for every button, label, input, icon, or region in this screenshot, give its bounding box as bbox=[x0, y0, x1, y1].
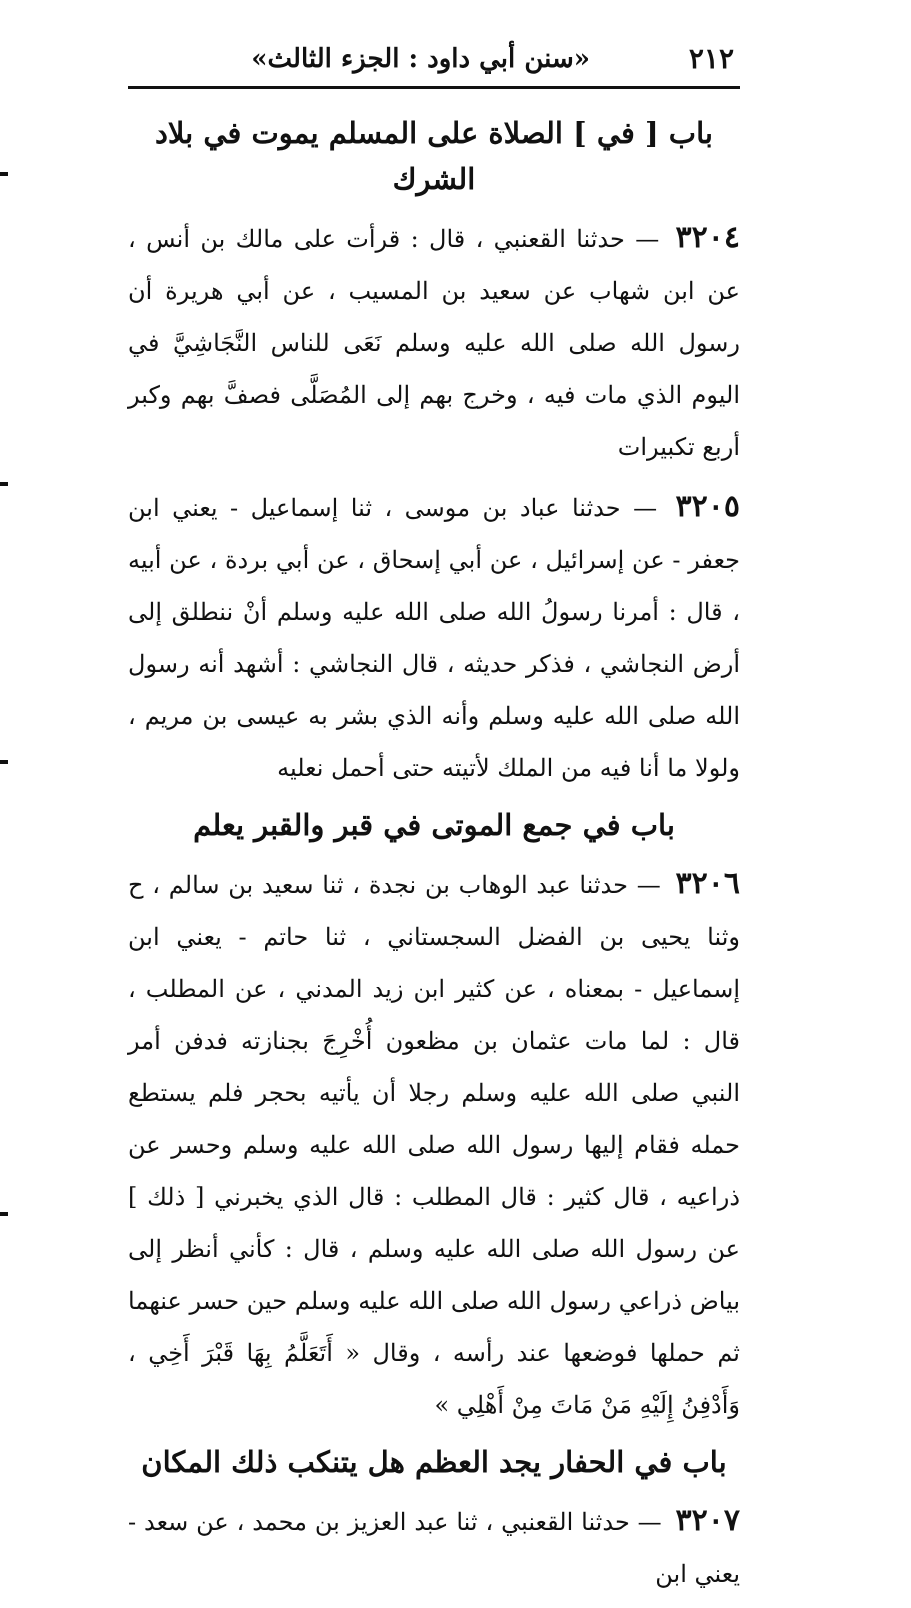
chapter-heading: باب [ في ] الصلاة على المسلم يموت في بلاد الشرك bbox=[154, 116, 714, 196]
page-number: ٢١٢ bbox=[688, 42, 734, 75]
hadith-paragraph bbox=[128, 1495, 740, 1600]
hadith-paragraph bbox=[128, 858, 740, 1431]
header-rule bbox=[128, 86, 740, 89]
scan-edge-mark bbox=[0, 172, 8, 176]
running-title: «سنن أبي داود : الجزء الثالث» bbox=[251, 44, 590, 74]
hadith-number: ٣٢٠٧ bbox=[675, 1503, 740, 1538]
hadith-number: ٣٢٠٦ bbox=[675, 866, 740, 901]
hadith-text: — حدثنا عبد الوهاب بن نجدة ، ثنا سعيد بن سالم ، ح وثنا يحيى بن الفضل السجستاني ، ثنا حاتم - يعني ابن إسماعيل - بمعناه ، عن كثير ابن زيد المدني ، عن المطلب ، قال : لما مات عثمان بن مظعون أُخْرِجَ بجنازته فدفن أمر النبي صلى الله عليه وسلم رجلا أن يأتيه بحجر فلم يستطع حمله فقام إليها رسول الله صلى الله عليه وسلم وحسر عن ذراعيه ، قال كثير : قال المطلب : قال الذي يخبرني [ ذلك ] عن رسول الله صلى الله عليه وسلم ، قال : كأني أنظر إلى بياض ذراعي رسول الله صلى الله عليه وسلم حين حسر عنهما ثم حملها فوضعها عند رأسه ، وقال « أَتَعَلَّمُ بِهَا قَبْرَ أَخِي ، وَأَدْفِنُ إِلَيْهِ مَنْ مَاتَ مِنْ أَهْلِي » bbox=[128, 871, 741, 1419]
chapter-heading: باب في جمع الموتى في قبر والقبر يعلم bbox=[193, 808, 675, 842]
hadith-text: — حدثنا القعنبي ، ثنا عبد العزيز بن محمد ، عن سعد - يعني ابن bbox=[128, 1508, 740, 1588]
hadith-number: ٣٢٠٤ bbox=[675, 220, 740, 255]
scan-edge-mark bbox=[0, 1212, 8, 1216]
hadith-number: ٣٢٠٥ bbox=[675, 489, 740, 524]
hadith-text: — حدثنا القعنبي ، قال : قرأت على مالك بن أنس ، عن ابن شهاب عن سعيد بن المسيب ، عن أبي هريرة أن رسول الله صلى الله عليه وسلم نَعَى للناس النَّجَاشِيَّ في اليوم الذي مات فيه ، وخرج بهم إلى المُصَلَّى فصفَّ بهم وكبر أربع تكبيرات bbox=[128, 225, 741, 461]
scan-edge-mark bbox=[0, 482, 8, 486]
scan-edge-mark bbox=[0, 760, 8, 764]
page-header bbox=[128, 38, 740, 82]
hadith-text: — حدثنا عباد بن موسى ، ثنا إسماعيل - يعني ابن جعفر - عن إسرائيل ، عن أبي إسحاق ، عن أبي بردة ، عن أبيه ، قال : أمرنا رسولُ الله صلى الله عليه وسلم أنْ ننطلق إلى أرض النجاشي ، فذكر حديثه ، قال النجاشي : أشهد أنه رسول الله صلى الله عليه وسلم وأنه الذي بشر به عيسى بن مريم ، ولولا ما أنا فيه من الملك لأتيته حتى أحمل نعليه bbox=[128, 494, 741, 782]
hadith-paragraph bbox=[128, 212, 740, 473]
page-body bbox=[128, 110, 740, 1608]
hadith-paragraph bbox=[128, 481, 740, 794]
chapter-heading: باب في الحفار يجد العظم هل يتنكب ذلك المكان bbox=[141, 1445, 727, 1479]
